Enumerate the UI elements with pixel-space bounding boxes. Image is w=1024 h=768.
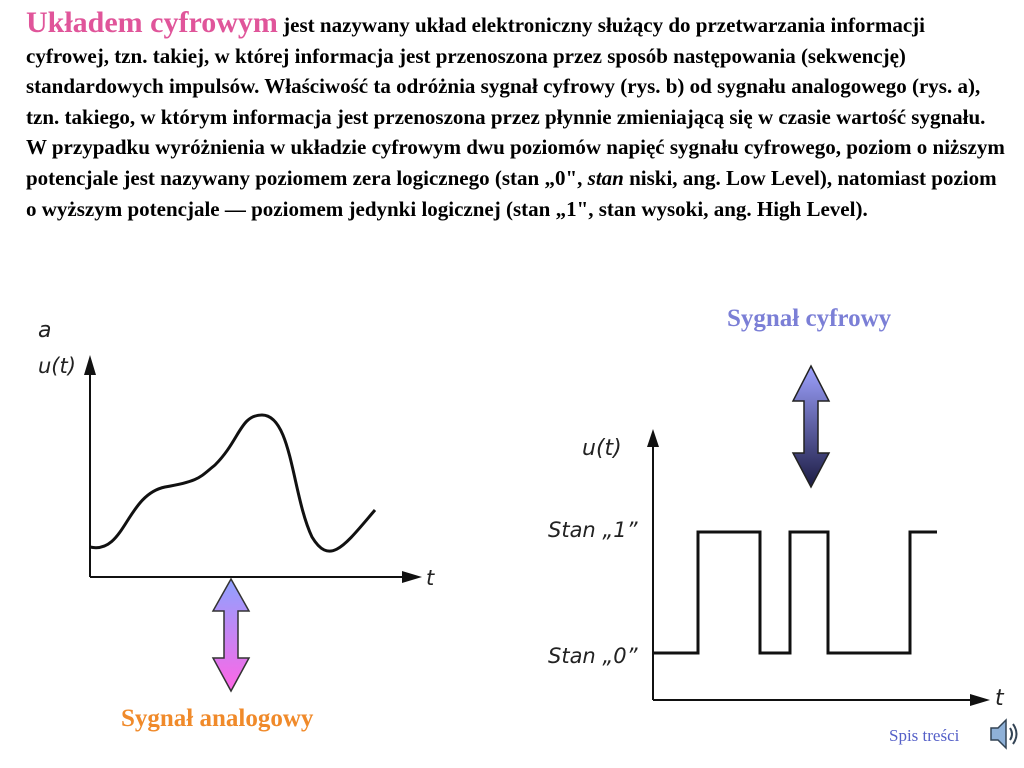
intro-text-2: niski, ang. Low Level), natomiast poziom o wyższym potencjale — poziomem jedynki logicznej (stan „1", stan wysoki, ang. High Level). bbox=[26, 165, 997, 221]
analog-signal-label: Sygnał analogowy bbox=[121, 705, 314, 732]
table-of-contents-link[interactable]: Spis treści bbox=[889, 726, 960, 745]
intro-text-1: jest nazywany układ elektroniczny służący do przetwarzania informacji cyfrowej, tzn. takiej, w której informacja jest przenoszona przez sposób następowania (sekwencję) standardowych impulsów. Właściwość ta odróżnia sygnał cyfrowy (rys. b) od sygnału analogowego (rys. a), tzn. takiego, w którym informacja jest przenoszona przez płynnie zmieniającą się w czasie wartość sygnału. W przypadku wyróżnienia w układzie cyfrowym dwu poziomów napięć sygnału cyfrowego, poziom o niższym potencjale jest nazywany poziomem zera logicznego (stan „0", bbox=[26, 13, 1005, 190]
figure-a-y-arrowhead bbox=[84, 355, 96, 375]
figure-b-y-axis-label: u(t) bbox=[582, 436, 622, 461]
figure-a-x-arrowhead bbox=[402, 571, 422, 583]
intro-paragraph bbox=[26, 8, 1010, 224]
figure-b-x-arrowhead bbox=[970, 694, 990, 706]
speaker-icon bbox=[988, 716, 1022, 752]
analog-double-arrow bbox=[211, 578, 251, 694]
figure-a-analog-curve bbox=[90, 415, 375, 551]
intro-term: Układem cyfrowym bbox=[26, 6, 278, 39]
figure-digital-signal bbox=[540, 425, 1020, 725]
figure-b-x-axis-label: t bbox=[995, 686, 1004, 711]
digital-double-arrow bbox=[791, 365, 831, 490]
speaker-button[interactable] bbox=[988, 716, 1022, 757]
figure-a-x-axis-label: t bbox=[426, 566, 435, 590]
figure-a-y-axis-label: u(t) bbox=[38, 354, 76, 378]
figure-analog-signal bbox=[30, 315, 450, 615]
double-arrow-icon bbox=[213, 579, 249, 691]
digital-signal-label: Sygnał cyfrowy bbox=[727, 305, 892, 332]
figure-b-y-arrowhead bbox=[647, 429, 659, 447]
level-low-label: Stan „0” bbox=[548, 644, 638, 668]
figure-b-digital-waveform bbox=[653, 532, 937, 653]
intro-italic-word: stan bbox=[587, 165, 624, 190]
level-high-label: Stan „1” bbox=[548, 518, 638, 542]
double-arrow-icon bbox=[793, 366, 829, 487]
figure-a-label: a bbox=[38, 318, 52, 343]
